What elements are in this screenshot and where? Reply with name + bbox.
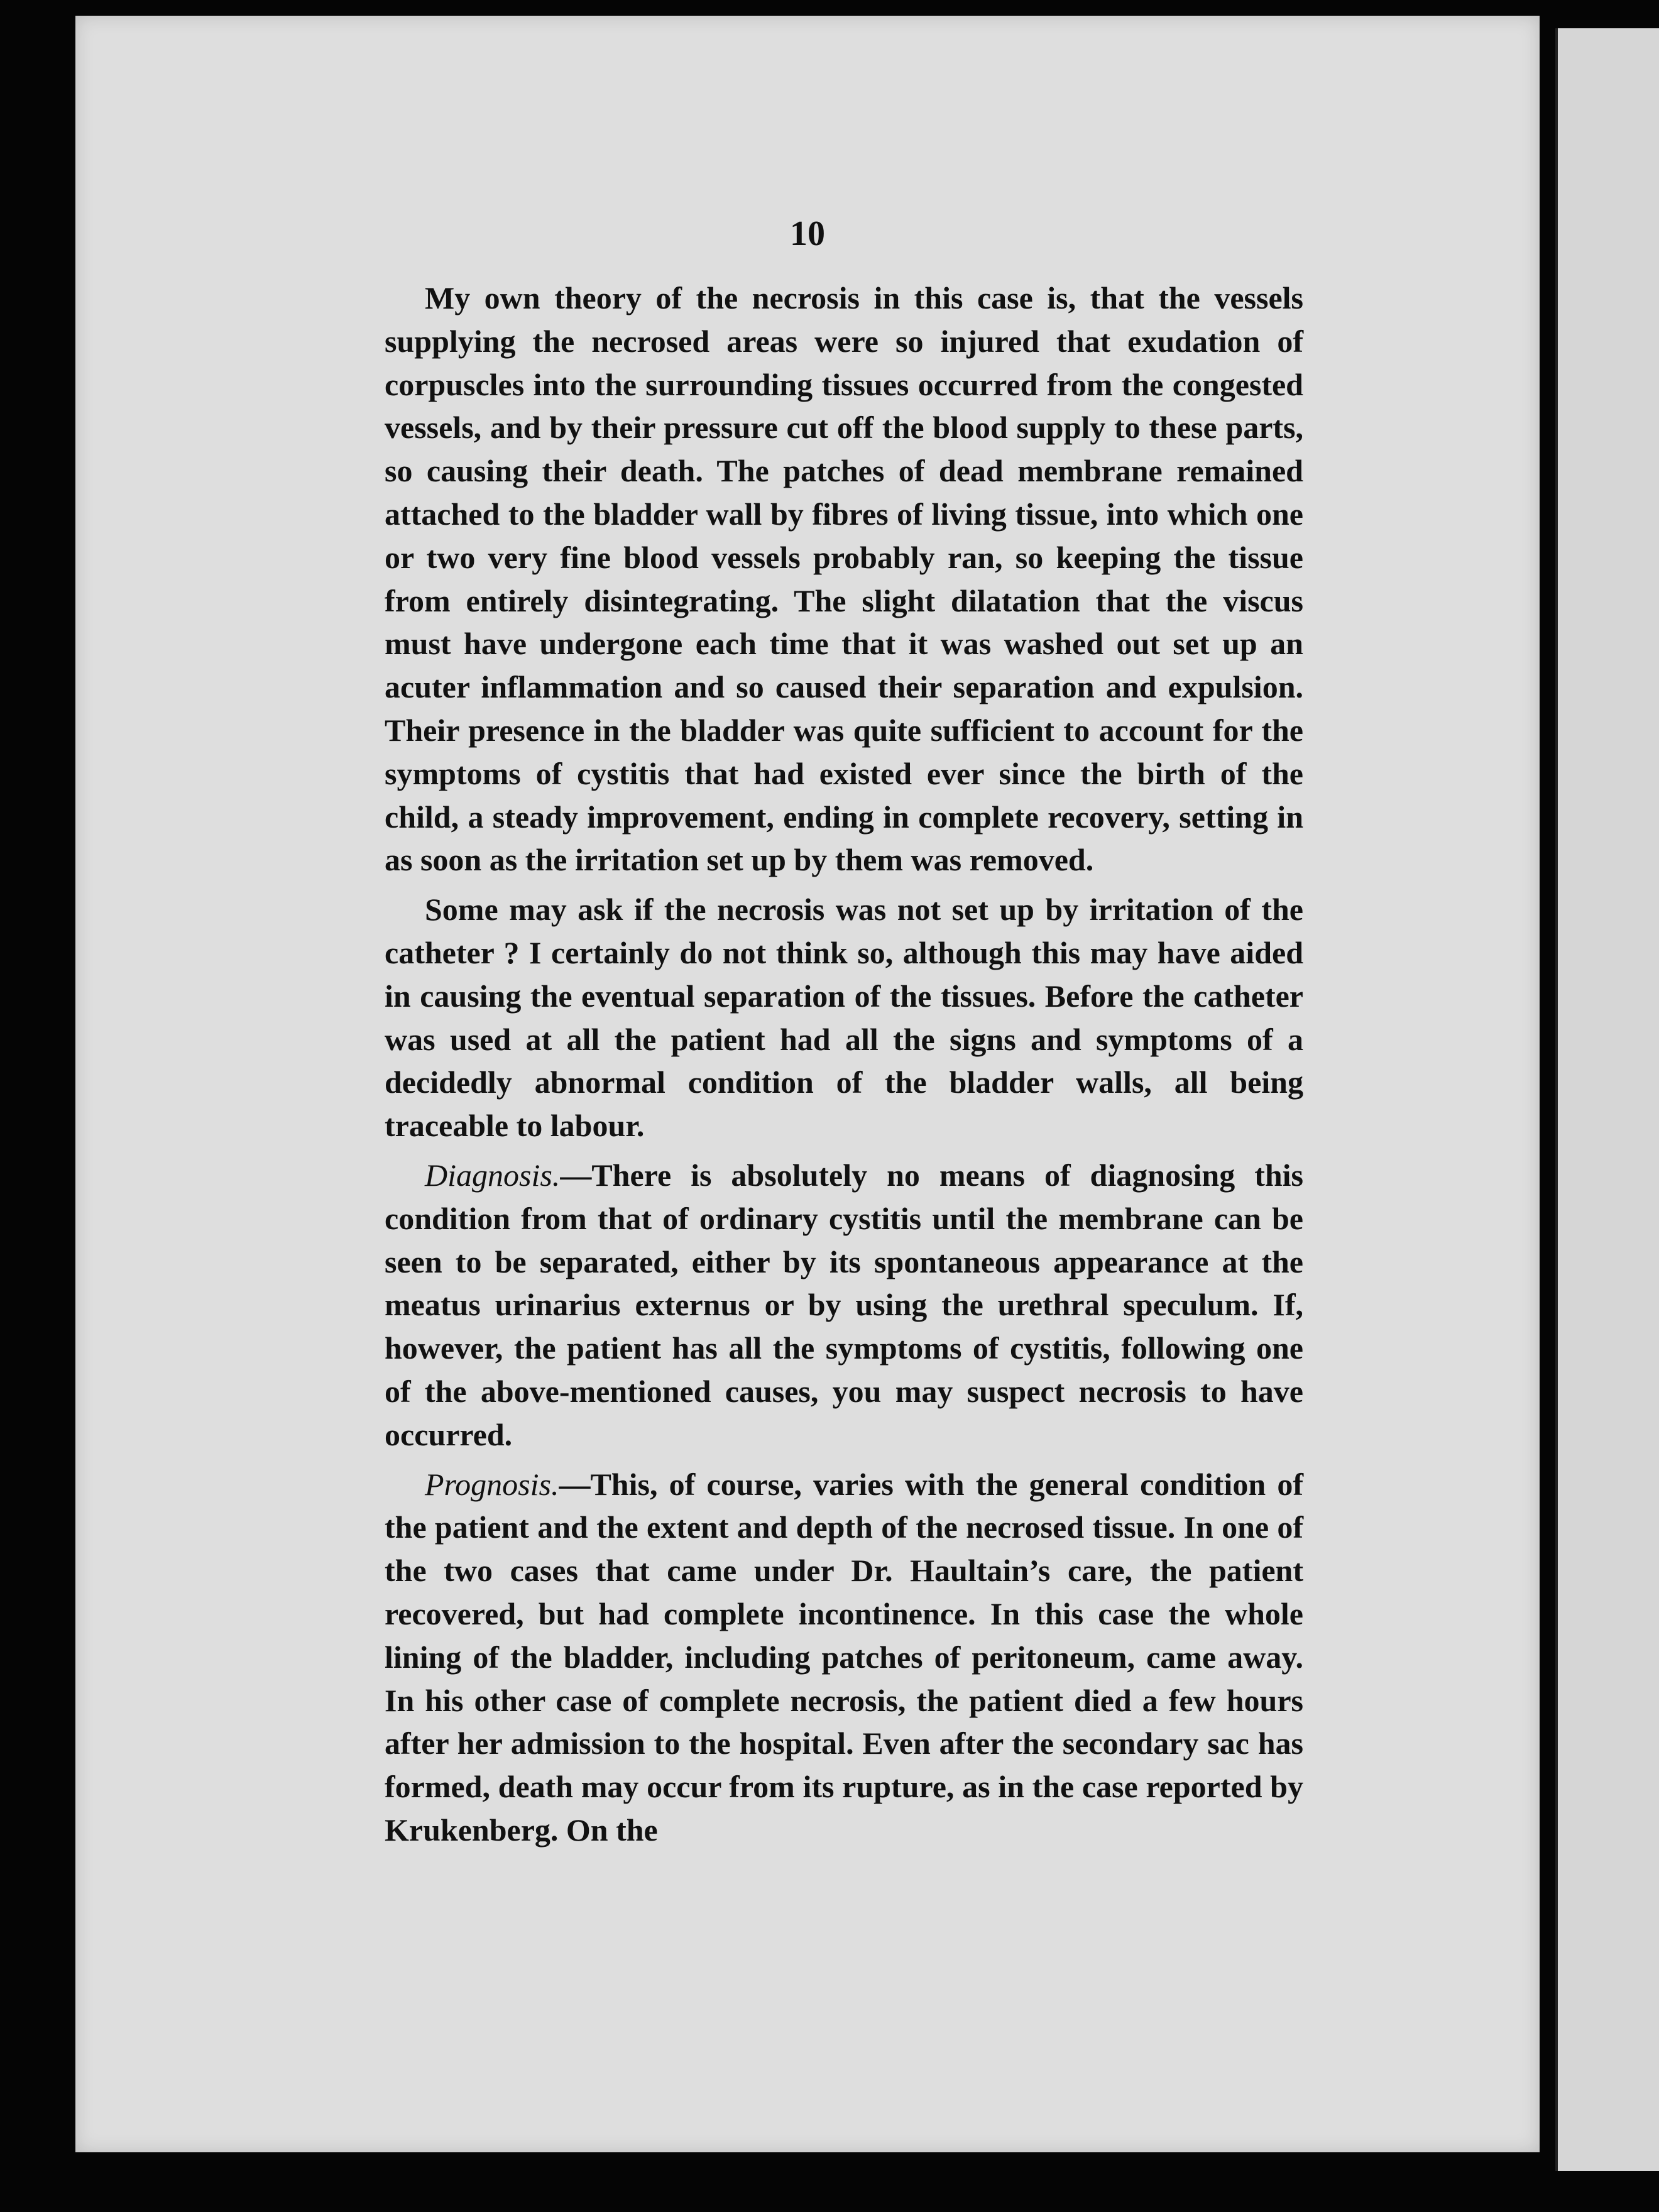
- paragraph-theory: [385, 276, 1303, 882]
- paragraph-text: —This, of course, varies with the general condition of the patient and the extent and depth of the necrosed tissue. In one of the two cases that came under Dr. Haultain’s care, the patient recovered, but had complete incontinence. In this case the whole lining of the bladder, including patches of peritoneum, came away. In his other case of complete necrosis, the patient died a few hours after her admission to the hospital. Even after the secondary sac has formed, death may occur from its rupture, as in the case reported by Krukenberg. On the: [385, 1466, 1303, 1848]
- body-text: [385, 276, 1303, 1852]
- paragraph-text: Some may ask if the necrosis was not set up by irritation of the catheter ? I certainly do not think so, although this may have aided in causing the eventual separation of the tissues. Before the catheter was used at all the patient had all the signs and symptoms of a decidedly abnormal condition of the bladder walls, all being traceable to labour.: [385, 892, 1303, 1144]
- page-number: 10: [790, 214, 825, 253]
- diagnosis-heading: Diagnosis.: [425, 1157, 561, 1193]
- adjacent-page-edge: [1555, 28, 1659, 2171]
- paragraph-text: —There is absolutely no means of diagnosing this condition from that of ordinary cystitis until the membrane can be seen to be separated, either by its spontaneous appearance at the meatus urinarius externus or by using the urethral speculum. If, however, the patient has all the symptoms of cystitis, following one of the above-mentioned causes, you may suspect necrosis to have occurred.: [385, 1157, 1303, 1452]
- paragraph-prognosis: [385, 1463, 1303, 1852]
- paragraph-text: My own theory of the necrosis in this case is, that the vessels supplying the necrosed areas were so injured that exudation of corpuscles into the surrounding tissues occurred from the congested vessels, and by their pressure cut off the blood supply to these parts, so causing their death. The patches of dead membrane remained attached to the bladder wall by fibres of living tissue, into which one or two very fine blood vessels probably ran, so keeping the tissue from entirely disintegrating. The slight dilatation that the viscus must have undergone each time that it was washed out set up an acuter inflammation and so caused their separation and expulsion. Their presence in the bladder was quite sufficient to account for the symptoms of cystitis that had existed ever since the birth of the child, a steady improvement, ending in complete recovery, setting in as soon as the irritation set up by them was removed.: [385, 280, 1303, 878]
- paragraph-catheter: [385, 888, 1303, 1147]
- prognosis-heading: Prognosis.: [425, 1466, 559, 1502]
- paragraph-diagnosis: [385, 1154, 1303, 1457]
